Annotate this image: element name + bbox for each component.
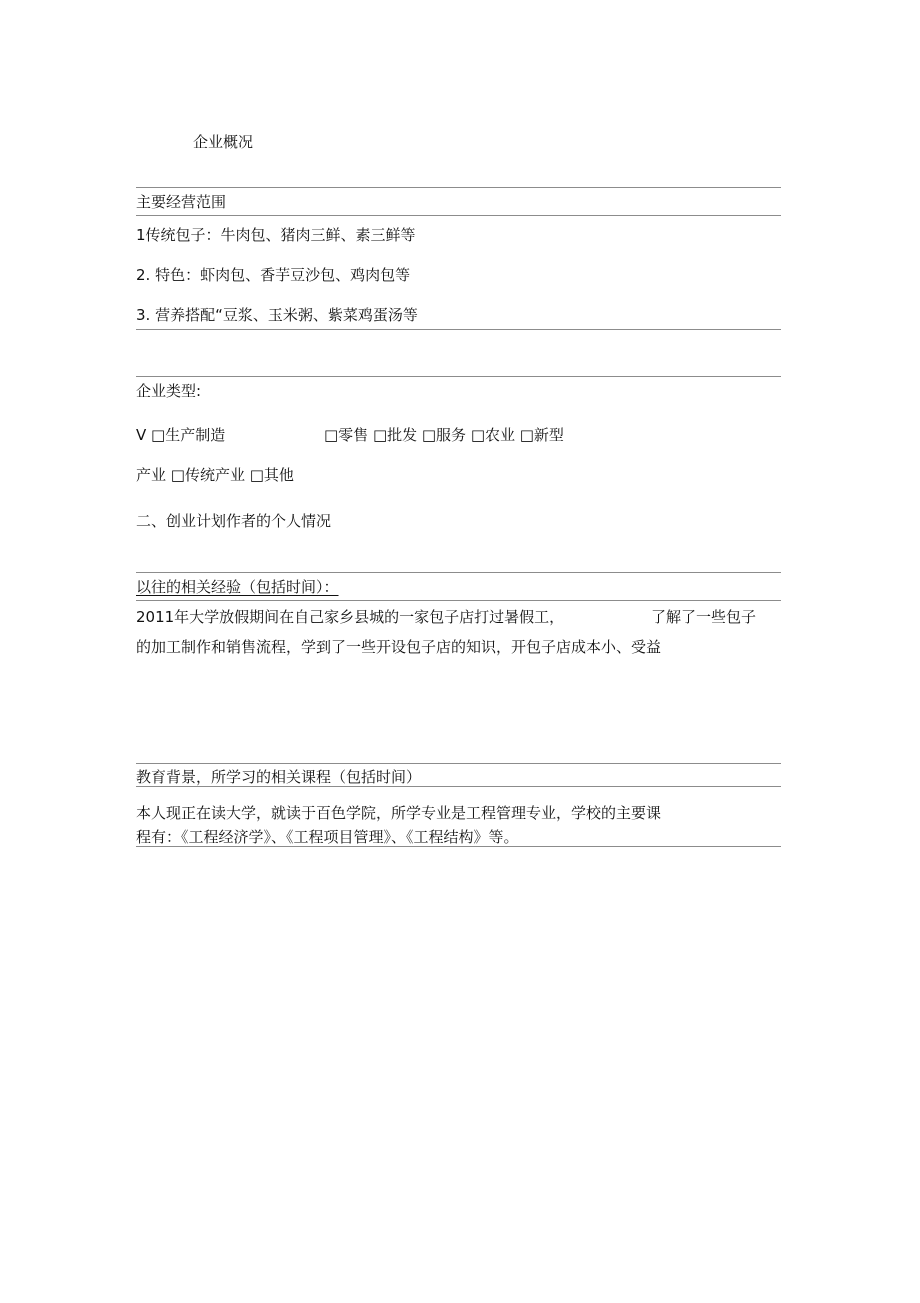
education-text: 程有：《工程经济学》、《工程项目管理》、《工程结构》等。 xyxy=(136,828,519,846)
experience-text: 了解了一些包子 xyxy=(651,608,757,626)
divider xyxy=(136,329,781,330)
business-scope-item: 1传统包子：牛肉包、猪肉三鲜、素三鲜等 xyxy=(136,226,416,244)
business-scope-item: 3. 营养搭配“豆浆、玉米粥、紫菜鸡蛋汤等 xyxy=(136,306,418,324)
divider xyxy=(136,572,781,573)
divider xyxy=(136,600,781,601)
divider xyxy=(136,376,781,377)
education-text: 本人现正在读大学，就读于百色学院，所学专业是工程管理专业，学校的主要课 xyxy=(136,804,662,822)
divider xyxy=(136,786,781,787)
enterprise-type-option-line: 产业 □传统产业 □其他 xyxy=(136,466,294,484)
section-two-title: 二、创业计划作者的个人情况 xyxy=(136,512,332,530)
overview-title: 企业概况 xyxy=(193,133,254,151)
enterprise-type-option-line: □零售 □批发 □服务 □农业 □新型 xyxy=(324,426,564,444)
divider xyxy=(136,846,781,847)
experience-text: 2011年大学放假期间在自己家乡县城的一家包子店打过暑假工， xyxy=(136,608,565,626)
business-scope-heading: 主要经营范围 xyxy=(136,193,227,211)
divider xyxy=(136,187,781,188)
divider xyxy=(136,763,781,764)
divider xyxy=(136,215,781,216)
business-scope-item: 2. 特色：虾肉包、香芋豆沙包、鸡肉包等 xyxy=(136,266,411,284)
experience-heading: 以往的相关经验（包括时间）： xyxy=(136,578,339,596)
experience-text: 的加工制作和销售流程，学到了一些开设包子店的知识，开包子店成本小、受益 xyxy=(136,638,662,656)
enterprise-type-heading: 企业类型: xyxy=(136,382,202,400)
education-heading: 教育背景，所学习的相关课程（包括时间） xyxy=(136,768,422,786)
enterprise-type-option-line: V □生产制造 xyxy=(136,426,226,444)
